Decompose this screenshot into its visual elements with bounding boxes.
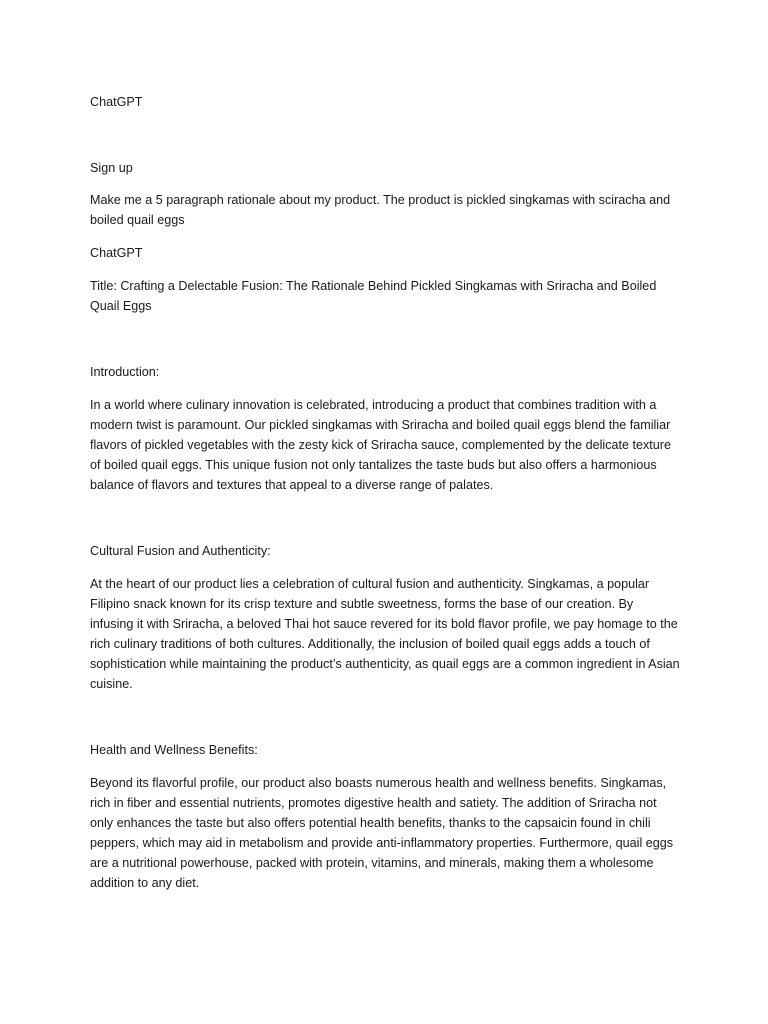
section-heading-cultural-fusion: Cultural Fusion and Authenticity:: [90, 544, 271, 558]
user-prompt: Make me a 5 paragraph rationale about my product. The product is pickled singkamas with sciracha and boiled quail eggs: [90, 193, 671, 227]
section-body-health: Beyond its flavorful profile, our product also boasts numerous health and wellness benefits. Singkamas, rich in fiber and essential nutrients, promotes digestive health and satiety. The addition of Sriracha not only enhances the taste but also offers potential health benefits, thanks to the capsaicin found in chili peppers, which may aid in metabolism and provide anti-inflammatory properties. Furthermore, quail eggs are a nutritional powerhouse, packed with protein, vitamins, and minerals, making them a wholesome addition to any diet.: [90, 776, 674, 890]
section-heading-introduction: Introduction:: [90, 365, 160, 379]
header-app-name: ChatGPT: [90, 95, 143, 109]
section-body-cultural-fusion: At the heart of our product lies a celebration of cultural fusion and authenticity. Singkamas, a popular Filipino snack known for its crisp texture and subtle sweetness, forms the base of our creation. By infusing it with Sriracha, a beloved Thai hot sauce revered for its bold flavor profile, we pay homage to the rich culinary traditions of both cultures. Additionally, the inclusion of boiled quail eggs adds a touch of sophistication while maintaining the product’s authenticity, as quail eggs are a common ingredient in Asian cuisine.: [90, 577, 680, 691]
document-title: Title: Crafting a Delectable Fusion: The Rationale Behind Pickled Singkamas with Sriracha and Boiled Quail Eggs: [90, 279, 657, 313]
sign-up-link[interactable]: Sign up: [90, 161, 133, 175]
section-heading-health: Health and Wellness Benefits:: [90, 743, 258, 757]
section-body-introduction: In a world where culinary innovation is celebrated, introducing a product that combines tradition with a modern twist is paramount. Our pickled singkamas with Sriracha and boiled quail eggs blend the familiar flavors of pickled vegetables with the zesty kick of Sriracha sauce, complemented by the delicate texture of boiled quail eggs. This unique fusion not only tantalizes the taste buds but also offers a harmonious balance of flavors and textures that appeal to a diverse range of palates.: [90, 398, 672, 492]
responder-label: ChatGPT: [90, 246, 143, 260]
